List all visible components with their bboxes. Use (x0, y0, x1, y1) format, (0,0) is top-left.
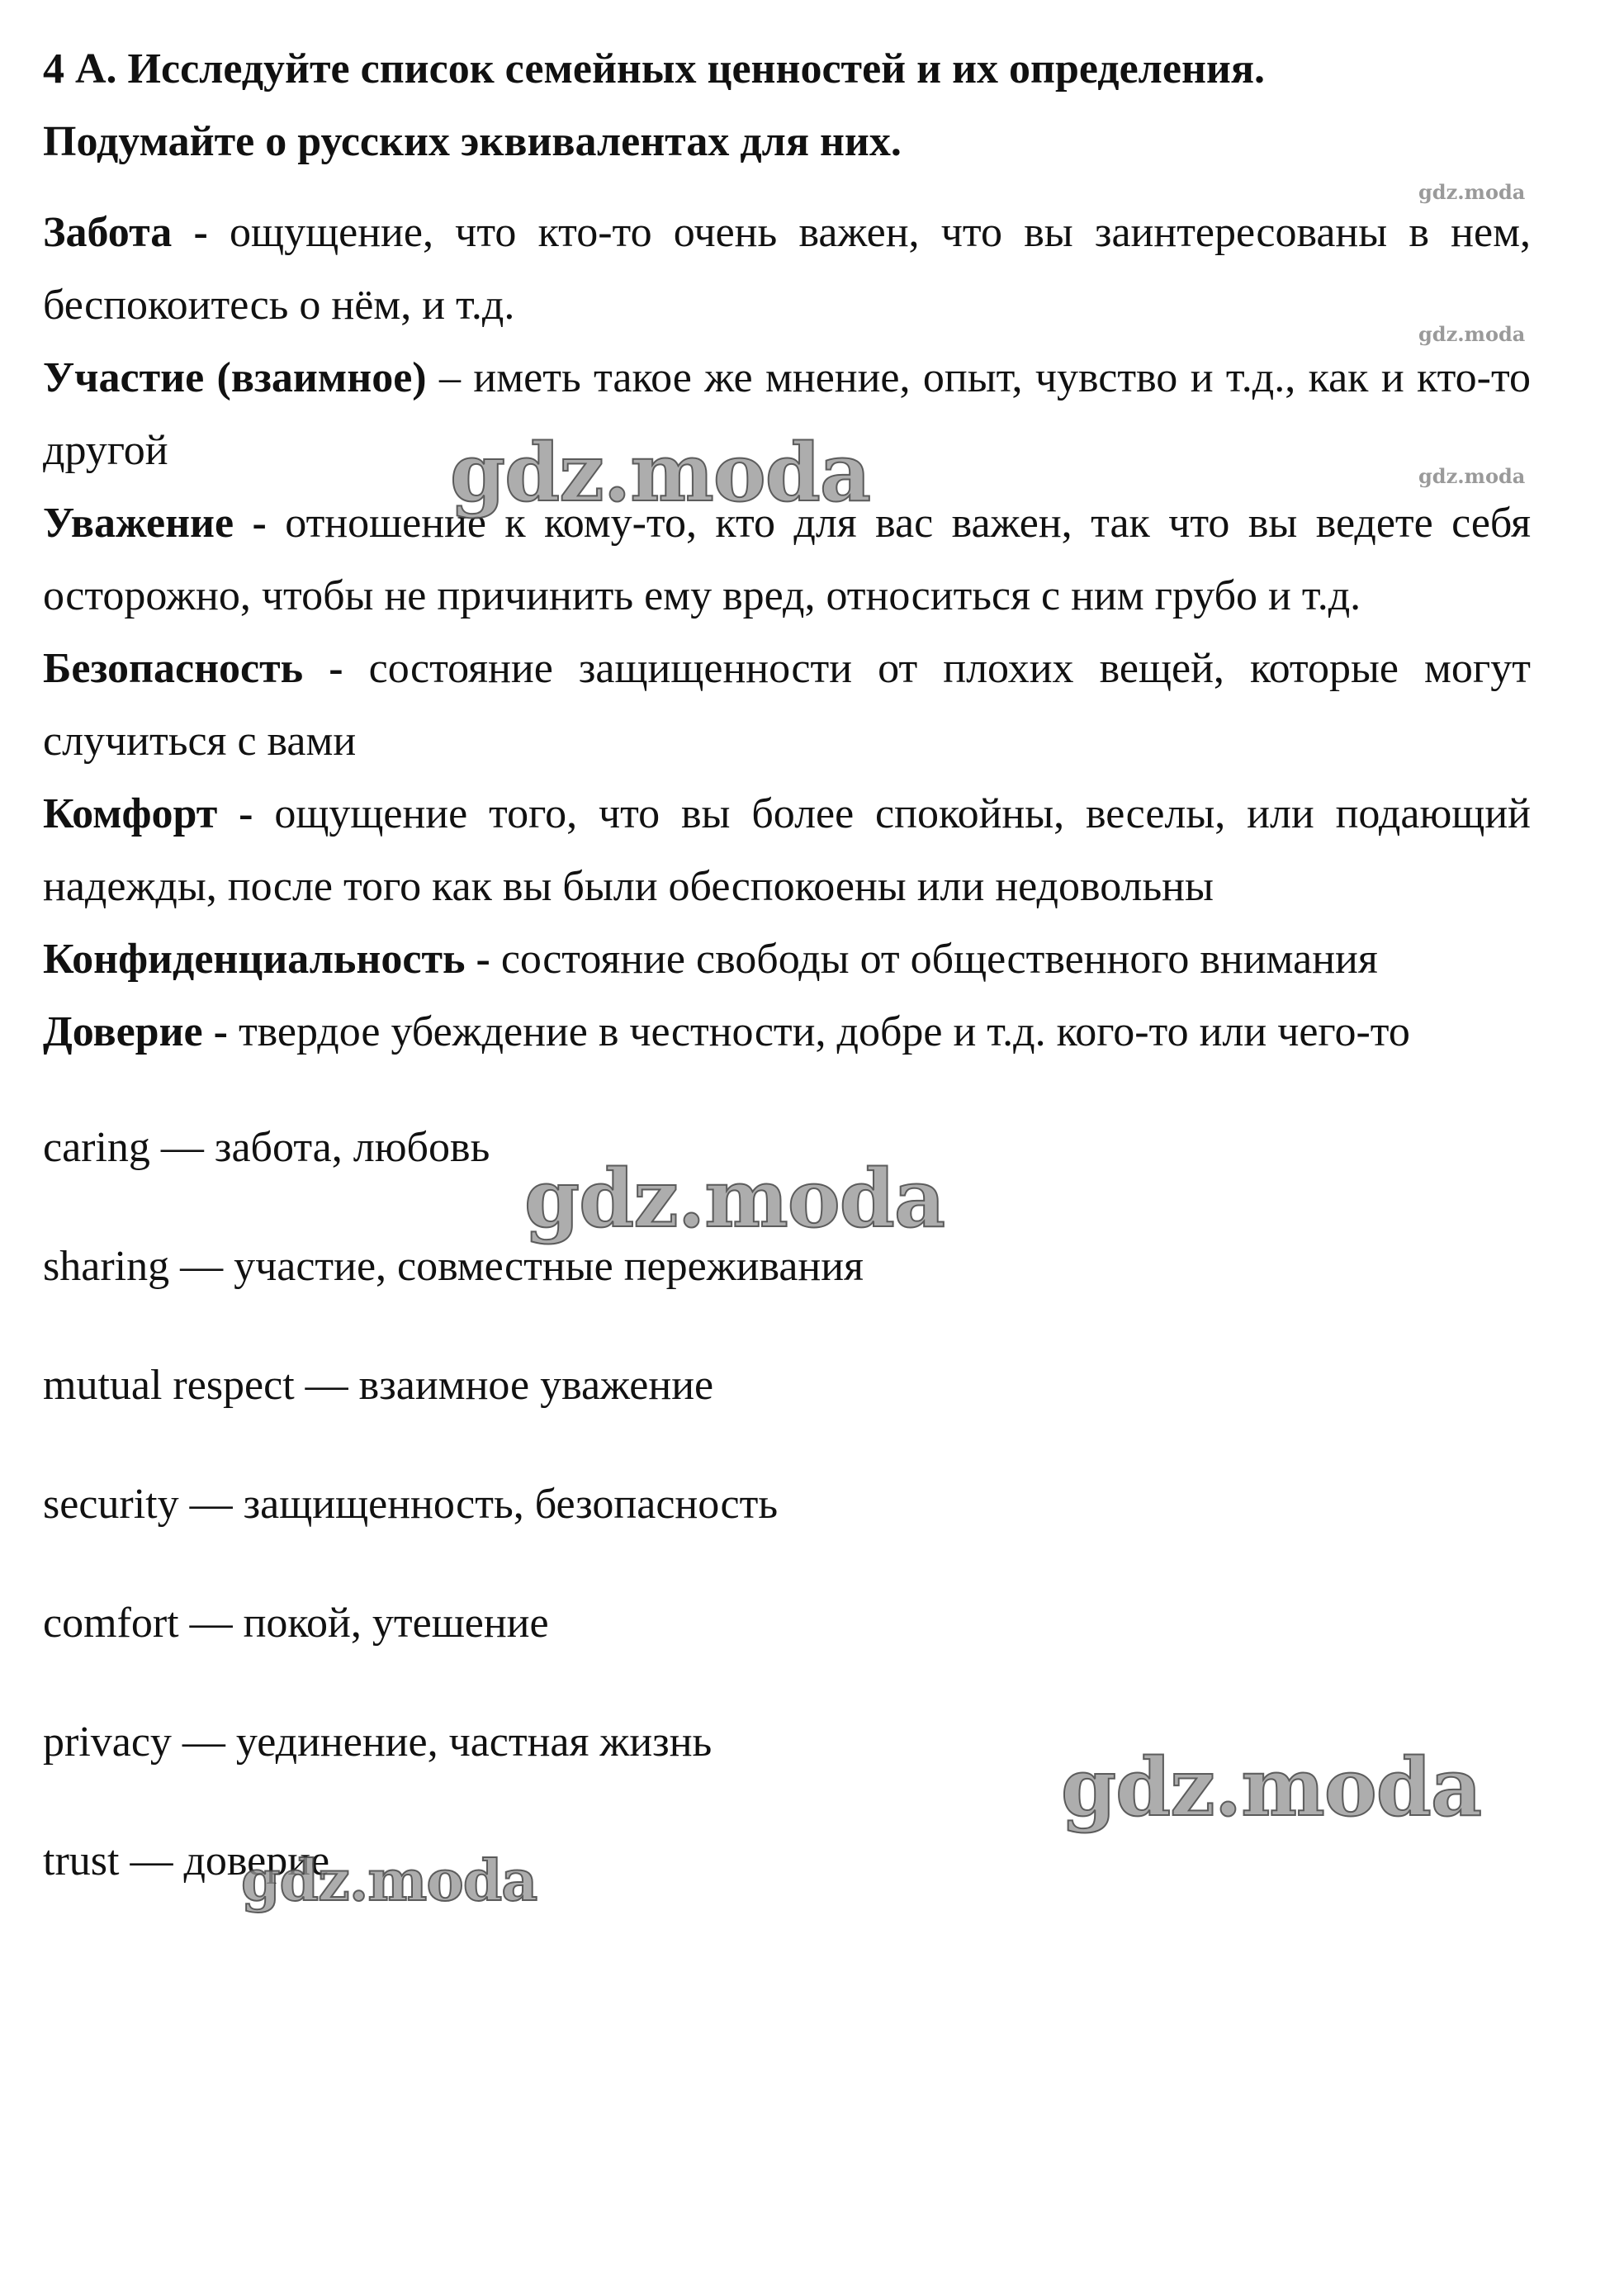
equivalent-item: mutual respect — взаимное уважение (43, 1362, 714, 1409)
definition-item (43, 996, 1531, 1069)
definition-term: Доверие (43, 1008, 203, 1055)
definition-separator: - (202, 1008, 239, 1055)
definition-text: состояние свободы от общественного внимания (500, 936, 1378, 983)
definition-text: иметь такое же мнение, опыт, чувство и т.д., как и кто-то другой (43, 354, 1532, 474)
equivalent-item: security — защищенность, безопасность (43, 1481, 779, 1528)
definition-separator: - (234, 500, 286, 547)
watermark-logo: gdz.moda (524, 1152, 945, 1245)
watermark-logo: gdz.moda (241, 1848, 537, 1914)
definitions-list (43, 197, 1531, 1069)
definition-term: Участие (взаимное) (43, 354, 427, 401)
definition-separator: - (465, 936, 501, 983)
exercise-heading (43, 33, 1531, 178)
definition-text: ощущение того, что вы более спокойны, веселы, или подающий надежды, после того как вы были обеспокоены или недовольны (43, 790, 1531, 910)
watermark-small: gdz.moda (1418, 180, 1526, 204)
definition-item (43, 633, 1531, 778)
definition-text: состояние защищенности от плохих вещей, которые могут случиться с вами (43, 645, 1531, 765)
watermark-small: gdz.moda (1418, 322, 1526, 346)
definition-separator: – (426, 354, 474, 401)
definition-item (43, 197, 1531, 342)
definition-separator: - (217, 790, 275, 837)
definition-separator: - (172, 209, 230, 256)
equivalent-item: privacy — уединение, частная жизнь (43, 1718, 713, 1766)
document-page (43, 33, 1531, 1944)
equivalent-item: caring — забота, любовь (43, 1124, 490, 1171)
definition-item (43, 778, 1531, 923)
definition-item (43, 342, 1531, 487)
watermark-logo: gdz.moda (450, 426, 871, 519)
watermark-small: gdz.moda (1418, 464, 1526, 488)
definition-text: отношение к кому-то, кто для вас важен, так что вы ведете себя осторожно, чтобы не причинить ему вред, относиться с ним грубо и т.д. (43, 500, 1531, 619)
definition-term: Уважение (43, 500, 234, 547)
definition-term: Комфорт (43, 790, 218, 837)
heading-line-1: 4 А. Исследуйте список семейных ценностей и их определения. (43, 45, 1265, 92)
equivalent-item: trust — доверие (43, 1837, 330, 1884)
definition-term: Забота (43, 209, 173, 256)
equivalent-item: sharing — участие, совместные переживания (43, 1243, 864, 1290)
heading-line-2: Подумайте о русских эквивалентах для них. (43, 118, 902, 165)
definition-text: твердое убеждение в честности, добре и т.д. кого-то или чего-то (238, 1008, 1410, 1055)
equivalents-list (43, 1112, 1531, 1898)
watermark-logo: gdz.moda (1061, 1741, 1482, 1834)
definition-term: Конфиденциальность (43, 936, 466, 983)
definition-term: Безопасность (43, 645, 304, 692)
equivalent-item: comfort — покой, утешение (43, 1600, 549, 1647)
definition-item (43, 487, 1531, 633)
definition-separator: - (303, 645, 369, 692)
definition-text: ощущение, что кто-то очень важен, что вы заинтересованы в нем, беспокоитесь о нём, и т.д. (43, 209, 1531, 329)
definition-item (43, 923, 1531, 996)
